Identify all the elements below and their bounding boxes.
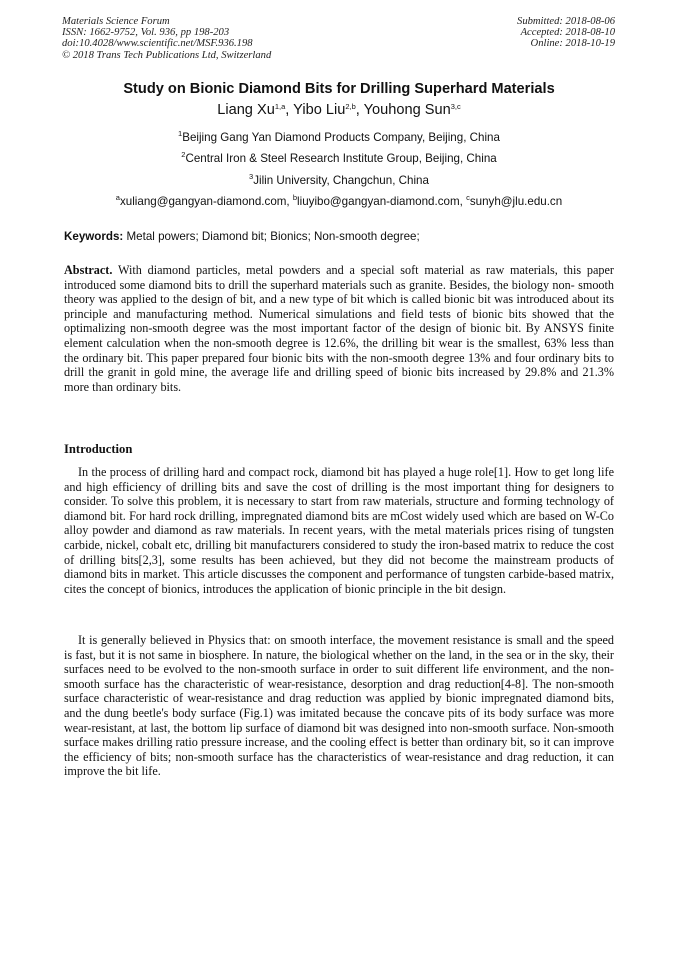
email-link[interactable]: xuliang@gangyan-diamond.com (119, 195, 287, 208)
author-list: Liang Xu$^{1,a}$, Yibo Liu$^{2,b}$, Youhong Sun$^{3,c}$ (217, 102, 461, 118)
issn-volume: ISSN: 1662-9752, Vol. 936, pp 198-203 (62, 27, 230, 39)
author-sup: 1,a (274, 102, 286, 111)
abstract-label: Abstract. (64, 263, 113, 277)
paragraph: In the process of drilling hard and compact rock, diamond bit has played a huge role[1]. How to get long life and high efficiency of drilling bits and save the cost of drilling is the most important thing for designers to consider. To solve this problem, it is necessary to start from raw materials, structure and forming technology of diamond bit. For hard rock drilling, impregnated diamond bits are mCost widely used which are based on W-Co alloy powder and diamond as raw materials. In recent years, with the metal materials prices rising of tungsten carbide, nickel, cobalt etc, drilling bit manufacturers considered to study the iron-based matrix to reduce the cost of drilling bits[2,3], some results has been achieved, but they did not become the mainstream products of diamond bits in market. This article discusses the component and performance of tungsten carbide-based matrix, cites the concept of bionics, introduces the application of bionic principle in the bit design. (64, 465, 614, 596)
author-sup: 3,c (450, 102, 461, 111)
submission-dates (517, 16, 615, 50)
author-name: Youhong Sun (363, 102, 451, 118)
keywords-label: Keywords: (64, 230, 124, 243)
journal-header (62, 16, 271, 61)
affiliation: $^1$Beijing Gang Yan Diamond Products Company, Beijing, China (178, 129, 500, 144)
section-heading: Introduction (64, 442, 133, 456)
copyright: © 2018 Trans Tech Publications Ltd, Switzerland (62, 49, 272, 61)
journal-name: Materials Science Forum (62, 16, 170, 27)
author-name: Liang Xu (217, 102, 275, 118)
online-date: Online: 2018-10-19 (530, 38, 615, 50)
author-sup: 2,b (345, 102, 356, 111)
author-name: Yibo Liu (293, 102, 346, 118)
email-link[interactable]: sunyh@jlu.edu.cn (469, 195, 563, 208)
email-list: $^a$xuliang@gangyan-diamond.com, $^b$liuyibo@gangyan-diamond.com, $^c$sunyh@jlu.edu.cn (115, 193, 563, 208)
doi: doi:10.4028/www.scientific.net/MSF.936.198 (62, 38, 253, 50)
paragraph: It is generally believed in Physics that: on smooth interface, the movement resistance is small and the speed is fast, but it is not same in biosphere. In nature, the biological whether on the land, in the sea or in the sky, their surfaces need to be evolved to the non-smooth surface in order to suit different life environment, and the non-smooth surface has the characteristic of wear-resistance, desorption and drag reduction[4-8]. The non-smooth surface characteristic of wear-resistance and drag reduction was applied by bionic impregnated diamond bits, and the dung beetle's body surface (Fig.1) was imitated because the concave pits of its body surface was more wear-resistant, at last, the bottom lip surface of diamond bit was designed into non-smooth surface. Non-smooth surface makes drilling ratio pressure increase, and the cooling effect is better than ordinary bit, so it can improve the efficiency of bits; non-smooth surface has the characteristics of wear-resistance and drag reduction, it can improve the bit life. (64, 633, 614, 779)
submitted-date: Submitted: 2018-08-06 (517, 16, 615, 27)
keywords-text: Metal powers; Diamond bit; Bionics; Non-smooth degree; (126, 230, 420, 243)
email-link[interactable]: liuyibo@gangyan-diamond.com (297, 195, 460, 208)
keywords (64, 230, 616, 243)
abstract-text: With diamond particles, metal powders and a special soft material as raw materials, this paper introduced some diamond bits to drill the superhard materials such as granite. Besides, the biology non- smooth theory was applied to the design of bit, and a new type of bit which is called bionic bit was introduced about its principle and manufacturing method. Numerical simulations and field tests of bionic bits showed that the optimalizing non-smooth degree was the most important factor of the design of bionic bit. By ANSYS finite element calculation when the non-smooth degree is 12.6%, the drilling bit wear is the smallest, 63% less than the ordinary bit. This paper prepared four bionic bits with the non-smooth degree 13% and four ordinary bits to drill the granit in gold mine, the average life and drilling speed of bionic bits increased by 29.8% and 21.3% more than ordinary bits. (64, 263, 614, 394)
paper-title: Study on Bionic Diamond Bits for Drilling Superhard Materials (123, 81, 555, 97)
affiliation: $^2$Central Iron & Steel Research Institute Group, Beijing, China (181, 150, 497, 165)
affiliation: $^3$Jilin University, Changchun, China (249, 172, 429, 187)
accepted-date: Accepted: 2018-08-10 (520, 27, 615, 39)
abstract (64, 263, 614, 394)
